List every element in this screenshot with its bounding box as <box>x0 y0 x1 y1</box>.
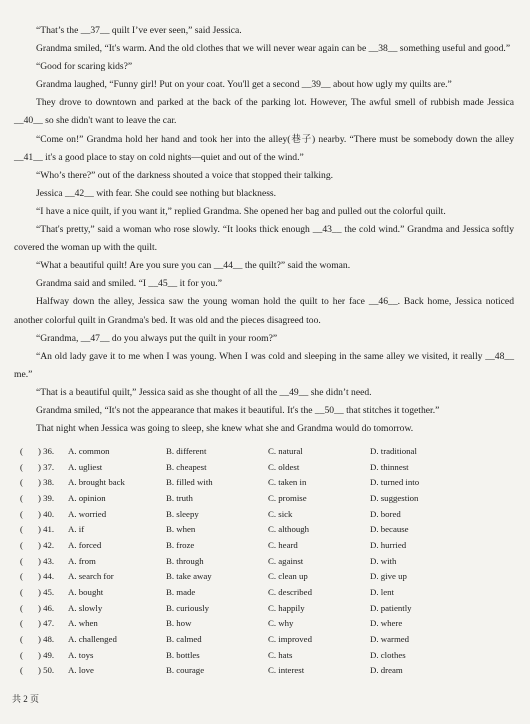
passage-paragraph: They drove to downtown and parked at the back of the parking lot. However, The awful smell of rubbish made Jessica __40__ so she didn't want to leave the car. <box>14 97 514 127</box>
cloze-passage <box>14 22 514 438</box>
option-b: B. courage <box>166 665 205 676</box>
page-footer: 共 2 页 <box>12 694 40 704</box>
option-d: D. dream <box>370 665 403 676</box>
option-b: B. through <box>166 555 204 566</box>
question-number: ) 49. <box>38 649 55 660</box>
question-row <box>20 584 510 600</box>
question-row <box>20 459 510 475</box>
option-d: D. because <box>370 524 409 535</box>
option-d: D. turned into <box>370 477 420 488</box>
passage-paragraph: Halfway down the alley, Jessica saw the young woman hold the quilt to her face __46__. Back home, Jessica noticed another colorful quilt in Grandma's bed. It was old and the pieces disagreed too. <box>14 296 514 326</box>
option-a: A. if <box>68 524 85 535</box>
option-d: D. suggestion <box>370 492 419 503</box>
option-b: B. curiously <box>166 602 210 613</box>
option-c: C. although <box>268 524 310 535</box>
passage-paragraph: That night when Jessica was going to sleep, she knew what she and Grandma would do tomorrow. <box>36 423 414 435</box>
option-a: A. ugliest <box>68 461 103 472</box>
option-c: C. clean up <box>268 571 308 582</box>
option-d: D. thinnest <box>370 461 409 472</box>
option-a: A. brought back <box>68 477 125 488</box>
question-row <box>20 521 510 537</box>
option-c: C. against <box>268 555 304 566</box>
option-d: D. clothes <box>370 649 406 660</box>
option-b: B. take away <box>166 571 212 582</box>
passage-paragraph: “What a beautiful quilt! Are you sure you can __44__ the quilt?” said the woman. <box>36 260 351 272</box>
question-number: ) 48. <box>38 634 55 645</box>
question-row <box>20 474 510 490</box>
option-c: C. interest <box>268 665 305 676</box>
option-d: D. with <box>370 555 397 566</box>
option-c: C. hats <box>268 649 293 660</box>
option-d: D. lent <box>370 587 394 598</box>
option-c: C. why <box>268 618 294 629</box>
option-b: B. filled with <box>166 477 213 488</box>
passage-paragraph: “That’s the __37__ quilt I’ve ever seen,” said Jessica. <box>36 25 242 36</box>
option-c: C. described <box>268 587 312 598</box>
question-number: ) 37. <box>38 461 55 472</box>
question-row <box>20 506 510 522</box>
question-row <box>20 663 510 679</box>
option-a: A. worried <box>68 508 107 519</box>
passage-paragraph: “That's pretty,” said a woman who rose slowly. “It looks thick enough __43__ the cold wind.” Grandma and Jessica softly covered the woman up with the quilt. <box>14 224 514 254</box>
option-c: C. happily <box>268 602 305 613</box>
passage-paragraph: Grandma smiled, “It's warm. And the old clothes that we will never wear again can be __38__ something useful and good.” <box>36 43 511 55</box>
option-d: D. bored <box>370 508 401 519</box>
answer-bracket: ( <box>20 649 23 660</box>
option-c: C. oldest <box>268 461 300 472</box>
answer-bracket: ( <box>20 524 23 535</box>
answer-bracket: ( <box>20 571 23 582</box>
question-number: ) 40. <box>38 508 55 519</box>
option-c: C. promise <box>268 492 307 503</box>
question-row <box>20 443 510 459</box>
option-a: A. search for <box>68 571 114 582</box>
option-a: A. from <box>68 555 96 566</box>
answer-bracket: ( <box>20 634 23 645</box>
passage-paragraph: “Who’s there?” out of the darkness shouted a voice that stopped their talking. <box>36 169 334 181</box>
answer-bracket: ( <box>20 477 23 488</box>
option-a: A. forced <box>68 539 102 550</box>
option-b: B. froze <box>166 539 195 550</box>
passage-paragraph: Grandma said and smiled. “I __45__ it for you.” <box>36 278 222 290</box>
option-b: B. cheapest <box>166 461 207 472</box>
question-number: ) 41. <box>38 524 55 535</box>
option-d: D. traditional <box>370 445 417 456</box>
option-d: D. hurried <box>370 539 407 550</box>
option-c: C. sick <box>268 508 293 519</box>
option-a: A. challenged <box>68 634 117 645</box>
question-number: ) 50. <box>38 665 55 676</box>
option-a: A. love <box>68 665 94 676</box>
answer-bracket: ( <box>20 445 23 456</box>
option-c: C. heard <box>268 539 298 550</box>
question-number: ) 47. <box>38 618 55 629</box>
option-a: A. bought <box>68 587 104 598</box>
question-number: ) 43. <box>38 555 55 566</box>
option-b: B. bottles <box>166 649 200 660</box>
answer-bracket: ( <box>20 602 23 613</box>
question-number: ) 38. <box>38 477 55 488</box>
passage-paragraph: Grandma laughed, “Funny girl! Put on your coat. You'll get a second __39__ about how ugly my quilts are.” <box>36 79 452 91</box>
option-c: C. natural <box>268 445 303 456</box>
option-b: B. how <box>166 618 192 629</box>
passage-paragraph: Grandma smiled, “It's not the appearance that makes it beautiful. It's the __50__ that stitches it together.” <box>36 404 440 416</box>
option-c: C. taken in <box>268 477 307 488</box>
option-b: B. when <box>166 524 196 535</box>
question-row <box>20 616 510 632</box>
question-row <box>20 600 510 616</box>
question-number: ) 42. <box>38 539 55 550</box>
question-row <box>20 631 510 647</box>
passage-paragraph: Jessica __42__ with fear. She could see nothing but blackness. <box>36 187 277 199</box>
option-a: A. toys <box>68 649 94 660</box>
option-d: D. where <box>370 618 403 629</box>
passage-paragraph: “I have a nice quilt, if you want it,” replied Grandma. She opened her bag and pulled out the colorful quilt. <box>36 205 446 217</box>
option-a: A. common <box>68 445 110 456</box>
answer-options <box>20 443 510 678</box>
passage-paragraph: “That is a beautiful quilt,” Jessica said as she thought of all the __49__ she didn’t need. <box>36 386 372 398</box>
option-b: B. made <box>166 587 196 598</box>
option-a: A. when <box>68 618 98 629</box>
option-a: A. opinion <box>68 492 106 503</box>
question-number: ) 36. <box>38 445 55 456</box>
option-c: C. improved <box>268 634 312 645</box>
answer-bracket: ( <box>20 461 23 472</box>
passage-paragraph: “An old lady gave it to me when I was young. When I was cold and sleeping in the same alley we visited, it really __48__ me.” <box>14 350 514 380</box>
question-number: ) 44. <box>38 571 55 582</box>
question-number: ) 45. <box>38 587 55 598</box>
option-d: D. give up <box>370 571 407 582</box>
answer-bracket: ( <box>20 492 23 503</box>
option-b: B. truth <box>166 492 193 503</box>
answer-bracket: ( <box>20 555 23 566</box>
option-a: A. slowly <box>68 602 103 613</box>
option-d: D. patiently <box>370 602 412 613</box>
question-row <box>20 490 510 506</box>
answer-bracket: ( <box>20 539 23 550</box>
answer-bracket: ( <box>20 587 23 598</box>
option-b: B. sleepy <box>166 508 199 519</box>
passage-paragraph: “Grandma, __47__ do you always put the quilt in your room?” <box>36 332 278 344</box>
question-number: ) 39. <box>38 492 55 503</box>
question-number: ) 46. <box>38 602 55 613</box>
question-row <box>20 647 510 663</box>
question-row <box>20 537 510 553</box>
question-row <box>20 569 510 585</box>
answer-bracket: ( <box>20 618 23 629</box>
answer-bracket: ( <box>20 508 23 519</box>
question-row <box>20 553 510 569</box>
option-b: B. calmed <box>166 634 202 645</box>
answer-bracket: ( <box>20 665 23 676</box>
passage-paragraph: “Come on!” Grandma hold her hand and took her into the alley(巷子) nearby. “There must be somebody down the alley __41__ it's a good place to stay on cold nights—quiet and out of the wind.” <box>14 133 514 163</box>
option-d: D. warmed <box>370 634 410 645</box>
passage-paragraph: “Good for scaring kids?” <box>36 61 133 73</box>
option-b: B. different <box>166 445 207 456</box>
